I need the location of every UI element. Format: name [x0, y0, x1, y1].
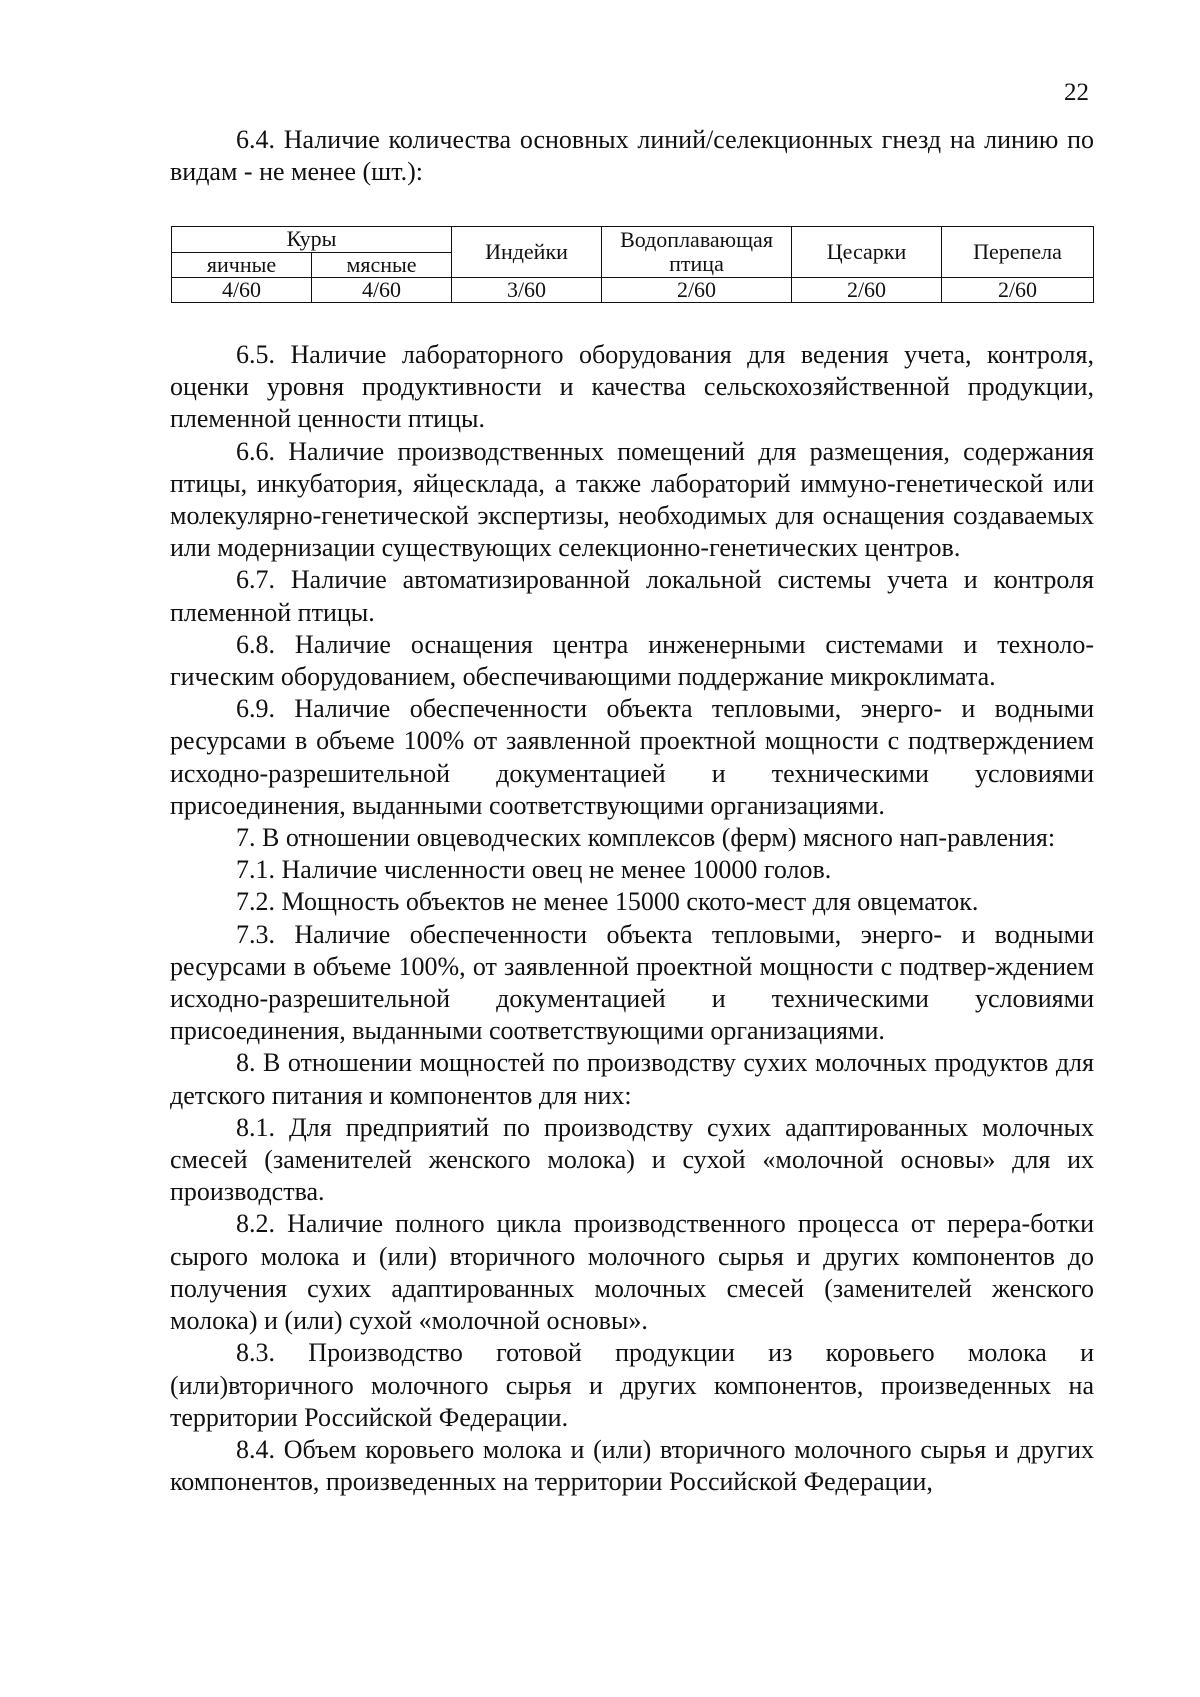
paragraph-8-4: 8.4. Объем коровьего молока и (или) вторичного молочного сырья и других компонентов, произведенных на территории Российской Федерации, [170, 1434, 1094, 1497]
header-chickens: Куры [172, 227, 452, 253]
paragraph-8: 8. В отношении мощностей по производству сухих молочных продуктов для детского питания и компонентов для них: [170, 1048, 1094, 1110]
cell-egg-chickens: 4/60 [172, 278, 312, 303]
table-row [172, 278, 1094, 303]
cell-waterfowl: 2/60 [602, 278, 792, 303]
paragraph-7-3: 7.3. Наличие обеспеченности объекта тепловыми, энерго- и водными ресурсами в объеме 100%, от заявленной проектной мощности с подтвер-ждением исходно-разрешительной документацией и техническими условиями присоединения, выданными соответствующими организациями. [170, 919, 1094, 1046]
paragraph-7-2: 7.2. Мощность объектов не менее 15000 ското-мест для овцематок. [236, 887, 979, 917]
cell-guinea-fowl: 2/60 [792, 278, 942, 303]
cell-quail: 2/60 [942, 278, 1094, 303]
species-lines-table [171, 226, 1094, 303]
paragraph-8-2: 8.2. Наличие полного цикла производственного процесса от перера-ботки сырого молока и (или) вторичного молочного сырья и других компонентов до получения сухих адаптированных молочных смесей (заменителей женского молока) и (или) сухой «молочной основы». [170, 1209, 1094, 1336]
paragraph-6-5: 6.5. Наличие лабораторного оборудования для ведения учета, контроля, оценки уровня продуктивности и качества сельскохозяйственной продукции, племенной ценности птицы. [170, 340, 1094, 434]
header-quail: Перепела [942, 227, 1094, 278]
paragraph-6-8: 6.8. Наличие оснащения центра инженерными системами и техноло-гическим оборудованием, обеспечивающими поддержание микроклимата. [170, 629, 1094, 692]
cell-meat-chickens: 4/60 [312, 278, 452, 303]
header-waterfowl: Водоплавающая птица [602, 227, 792, 278]
paragraph-8-3: 8.3. Производство готовой продукции из коровьего молока и (или)вторичного молочного сырья и других компонентов, произведенных на территории Российской Федерации. [170, 1338, 1094, 1432]
paragraph-7-1: 7.1. Наличие численности овец не менее 10000 голов. [236, 855, 832, 885]
page-number: 22 [1064, 79, 1089, 106]
page-content [170, 124, 1094, 1498]
subheader-meat: мясные [312, 252, 452, 278]
paragraph-6-9: 6.9. Наличие обеспеченности объекта тепловыми, энерго- и водными ресурсами в объеме 100% от заявленной проектной мощности с подтверждением исходно-разрешительной документацией и техническими условиями присоединения, выданными соответствующими организациями. [170, 694, 1094, 820]
paragraph-7: 7. В отношении овцеводческих комплексов (ферм) мясного нап-равления: [236, 823, 1056, 853]
paragraph-6-4: 6.4. Наличие количества основных линий/селекционных гнезд на линию по видам - не менее (шт.): [170, 125, 1094, 186]
paragraph-8-1: 8.1. Для предприятий по производству сухих адаптированных молочных смесей (заменителей женского молока) и сухой «молочной основы» для их производства. [170, 1112, 1094, 1207]
spacer [170, 303, 1094, 339]
cell-turkeys: 3/60 [452, 278, 602, 303]
header-turkeys: Индейки [452, 227, 602, 278]
subheader-egg: яичные [172, 252, 312, 278]
paragraph-6-6: 6.6. Наличие производственных помещений для размещения, содержания птицы, инкубатория, яйцесклада, а также лабораторий иммуно-генетической или молекулярно-генетической экспертизы, необходимых для оснащения создаваемых или модернизации существующих селекционно-генетических центров. [170, 436, 1094, 563]
header-guinea-fowl: Цесарки [792, 227, 942, 278]
table-header-row [172, 227, 1094, 253]
paragraph-6-7: 6.7. Наличие автоматизированной локальной системы учета и контроля племенной птицы. [170, 565, 1094, 627]
